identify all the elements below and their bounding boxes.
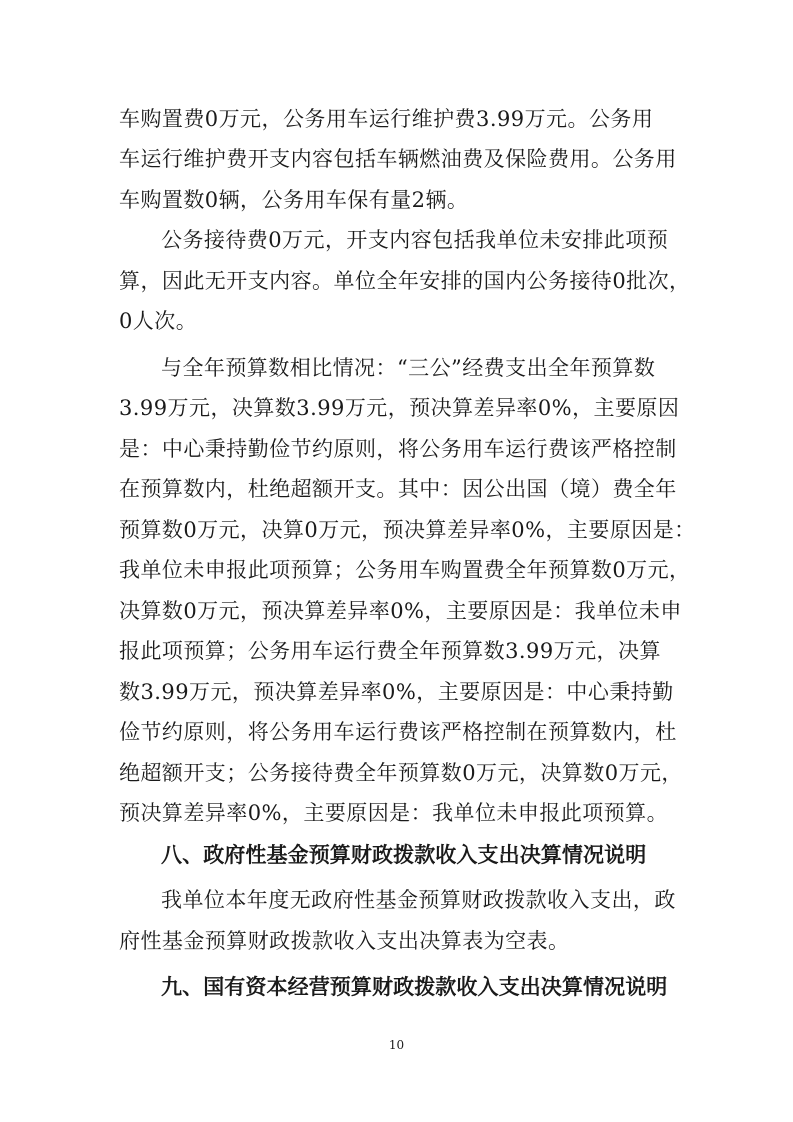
text-line: 我单位未申报此项预算；公务用车购置费全年预算数0万元， [119, 558, 691, 582]
text-line: 府性基金预算财政拨款收入支出决算表为空表。 [119, 929, 570, 953]
text-line: 与全年预算数相比情况：“三公”经费支出全年预算数 [161, 356, 656, 380]
text-line: 是：中心秉持勤俭节约原则，将公务用车运行费该严格控制 [119, 437, 677, 461]
text-line: 预决算差异率0%，主要原因是：我单位未申报此项预算。 [119, 801, 669, 825]
text-line: 0人次。 [119, 309, 198, 333]
section-heading: 八、政府性基金预算财政拨款收入支出决算情况说明 [161, 843, 647, 867]
section-heading: 九、国有资本经营预算财政拨款收入支出决算情况说明 [161, 975, 668, 999]
text-line: 报此项预算；公务用车运行费全年预算数3.99万元，决算 [119, 639, 661, 663]
text-line: 预算数0万元，决算0万元，预决算差异率0%，主要原因是： [119, 518, 696, 542]
text-line: 公务接待费0万元，开支内容包括我单位未安排此项预 [161, 228, 669, 252]
text-line: 绝超额开支；公务接待费全年预算数0万元，决算数0万元， [119, 761, 683, 785]
text-line: 车购置数0辆，公务用车保有量2辆。 [119, 188, 469, 212]
text-line: 我单位本年度无政府性基金预算财政拨款收入支出，政 [161, 888, 676, 912]
page-number: 10 [388, 1038, 405, 1052]
text-line: 3.99万元，决算数3.99万元，预决算差异率0%，主要原因 [119, 396, 680, 420]
text-line: 车运行维护费开支内容包括车辆燃油费及保险费用。公务用 [119, 147, 677, 171]
text-line: 车购置费0万元，公务用车运行维护费3.99万元。公务用 [119, 107, 654, 131]
text-line: 决算数0万元，预决算差异率0%，主要原因是：我单位未申 [119, 599, 682, 623]
text-line: 算，因此无开支内容。单位全年安排的国内公务接待0批次， [119, 269, 691, 293]
text-line: 俭节约原则，将公务用车运行费该严格控制在预算数内，杜 [119, 720, 677, 744]
text-line: 在预算数内，杜绝超额开支。其中：因公出国（境）费全年 [119, 477, 677, 501]
text-line: 数3.99万元，预决算差异率0%，主要原因是：中心秉持勤 [119, 680, 674, 704]
